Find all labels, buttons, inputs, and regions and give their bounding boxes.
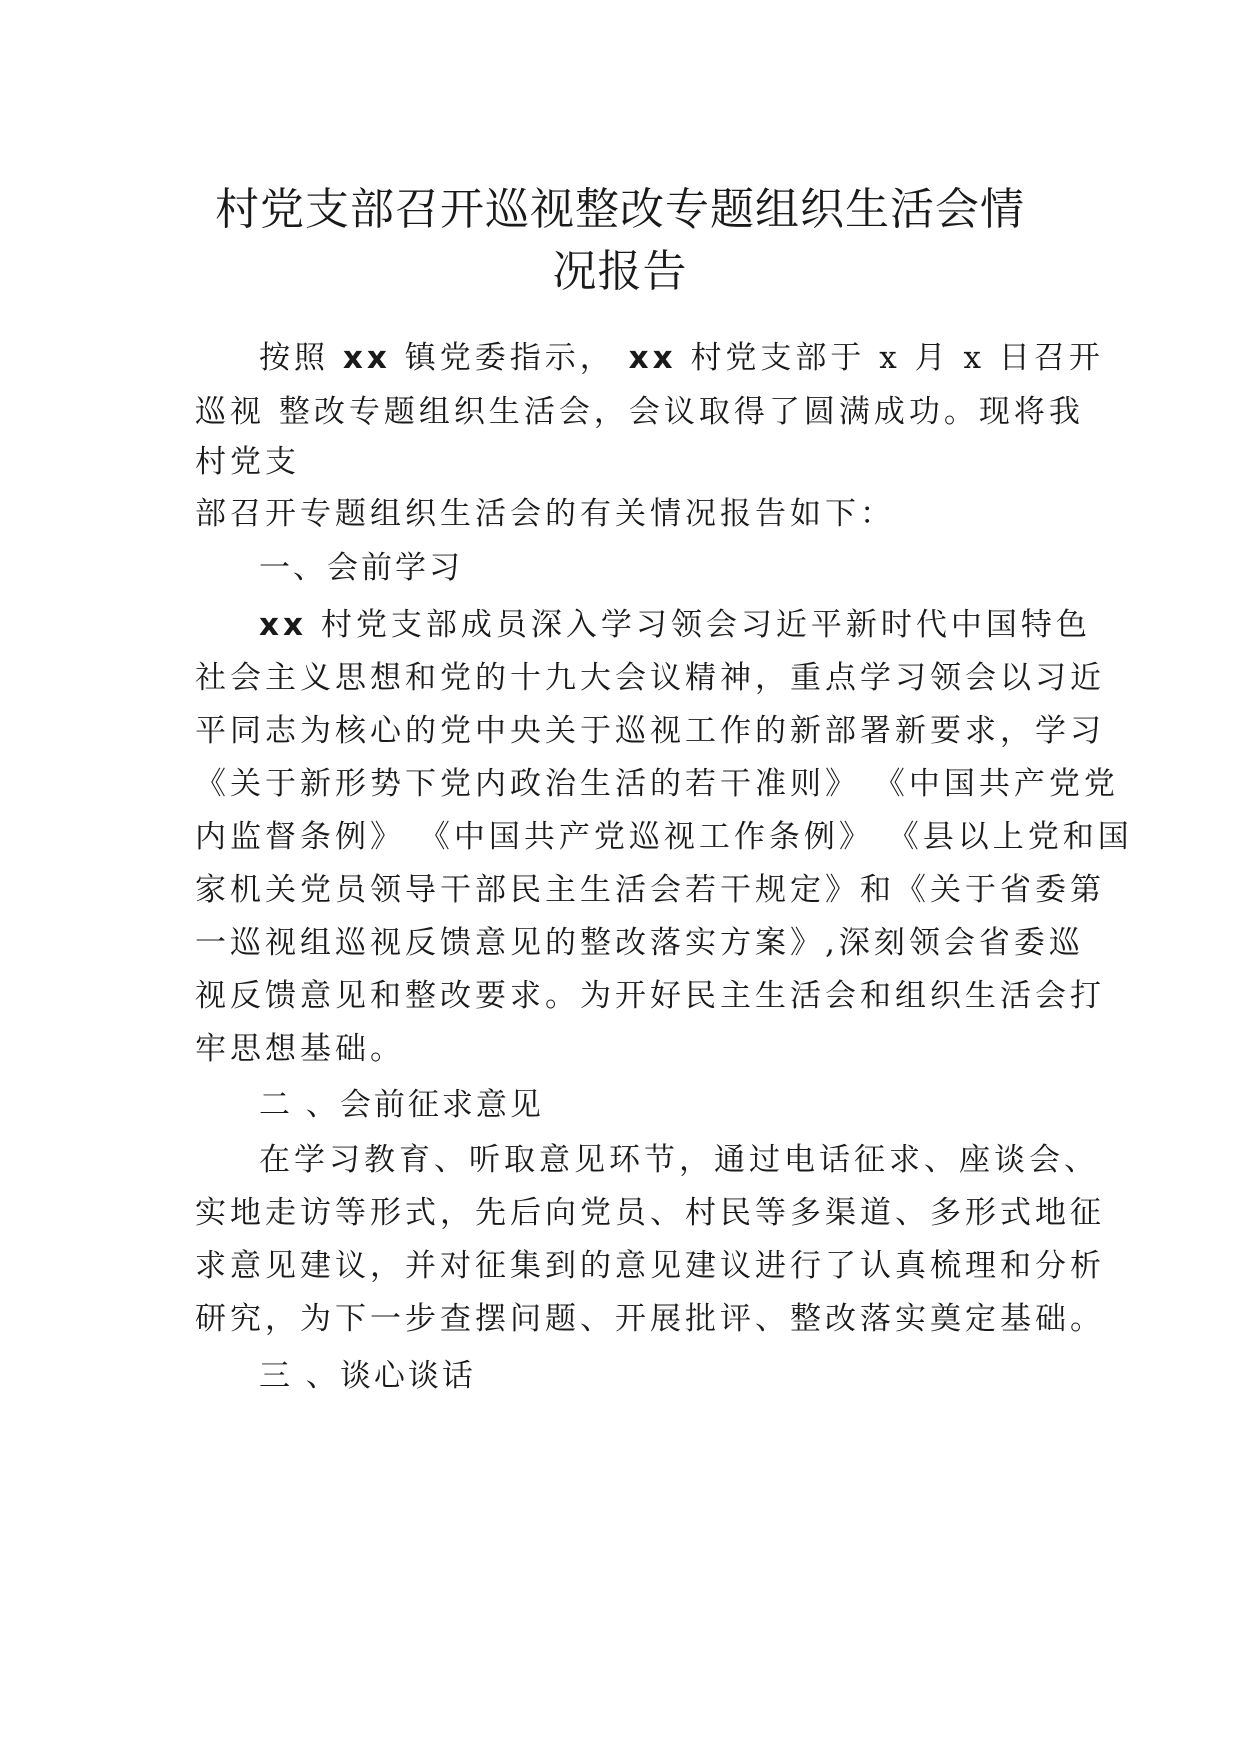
section1-line-6: 家机关党员领导干部民主生活会若干规定》和《关于省委第: [195, 872, 1105, 908]
intro-line-2: 巡视 整改专题组织生活会，会议取得了圆满成功。现将我: [195, 394, 1084, 430]
intro-text: 村党支部于 x 月 x 日召开: [690, 340, 1104, 376]
section2-line-3: 求意见建议，并对征集到的意见建议进行了认真梳理和分析: [195, 1248, 1105, 1284]
section1-text: 村党支部成员深入学习领会习近平新时代中国特色: [320, 607, 1091, 643]
section1-line-3: 平同志为核心的党中央关于巡视工作的新部署新要求，学习: [195, 713, 1105, 749]
section1-line-7: 一巡视组巡视反馈意见的整改落实方案》,深刻领会省委巡: [195, 925, 1084, 961]
section1-line-5: 内监督条例》 《中国共产党巡视工作条例》 《县以上党和国: [195, 819, 1133, 855]
section-heading-1: 一、会前学习: [259, 550, 463, 586]
document-title-line-1: 村党支部召开巡视整改专题组织生活会情: [215, 184, 1025, 235]
placeholder-town: xx: [342, 340, 391, 376]
intro-line-1: [259, 338, 1104, 378]
placeholder-village: xx: [259, 607, 307, 643]
section1-line-2: 社会主义思想和党的十九大会议精神，重点学习领会以习近: [195, 660, 1105, 696]
intro-text: 按照: [259, 340, 329, 376]
intro-line-3: 村党支: [195, 444, 300, 480]
intro-line-4: 部召开专题组织生活会的有关情况报告如下：: [195, 496, 895, 532]
section1-line-4: 《关于新形势下党内政治生活的若干准则》 《中国共产党党: [195, 766, 1119, 802]
document-title-line-2: 况报告: [552, 246, 688, 297]
intro-text: 镇党委指示，: [404, 340, 615, 376]
placeholder-village: xx: [628, 340, 677, 376]
section1-line-8: 视反馈意见和整改要求。为开好民主生活会和组织生活会打: [195, 978, 1105, 1014]
section2-line-4: 研究，为下一步查摆问题、开展批评、整改落实奠定基础。: [195, 1301, 1105, 1337]
section2-line-2: 实地走访等形式，先后向党员、村民等多渠道、多形式地征: [195, 1195, 1105, 1231]
section2-line-1: 在学习教育、听取意见环节，通过电话征求、座谈会、: [259, 1142, 1099, 1178]
section-heading-3: 三 、谈心谈话: [259, 1358, 476, 1394]
section1-line-9: 牢思想基础。: [195, 1031, 405, 1067]
section1-line-1: [259, 605, 1091, 645]
section-heading-2: 二 、会前征求意见: [259, 1087, 544, 1123]
